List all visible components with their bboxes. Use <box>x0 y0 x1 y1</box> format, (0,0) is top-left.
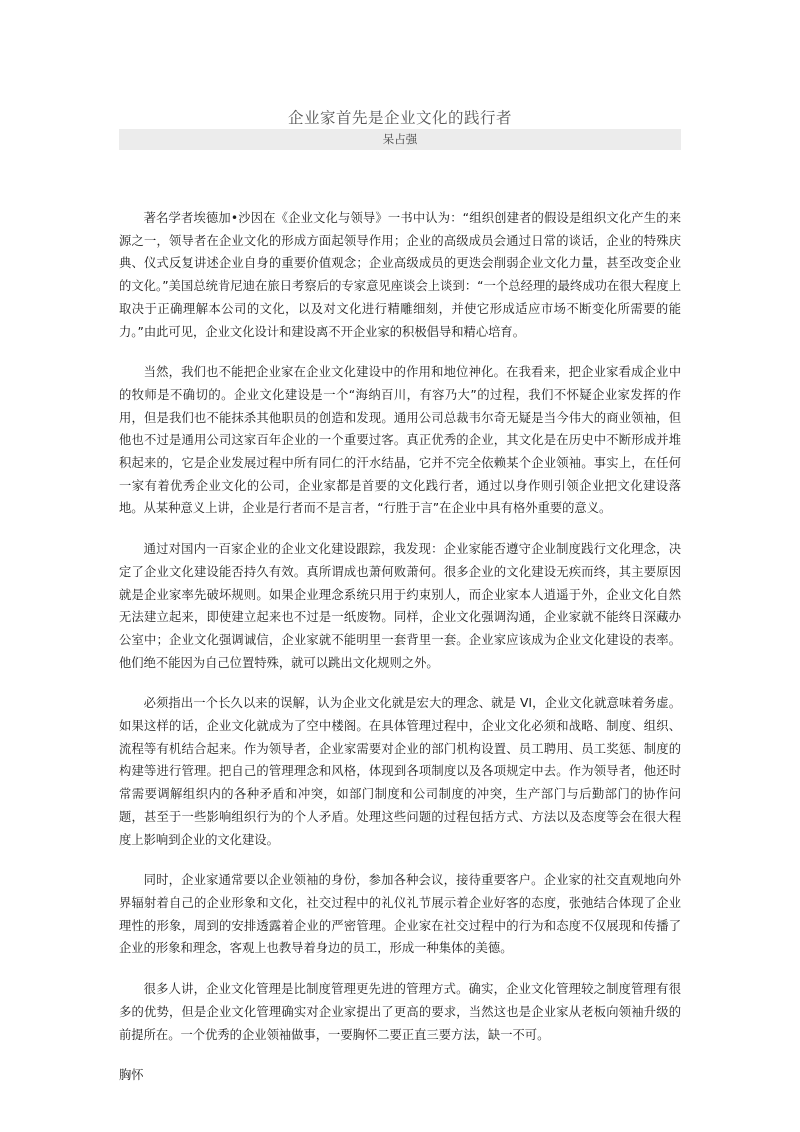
paragraph-2: 当然，我们也不能把企业家在企业文化建设中的作用和地位神化。在我看来，把企业家看成企业中的牧师是不确切的。企业文化建设是一个“海纳百川，有容乃大”的过程，我们不怀疑企业家发挥的作用，但是我们也不能抹杀其他职员的创造和发现。通用公司总裁韦尔奇无疑是当今伟大的商业领袖，但他也不过是通用公司这家百年企业的一个重要过客。真正优秀的企业，其文化是在历史中不断形成并堆积起来的，它是企业发展过程中所有同仁的汗水结晶，它并不完全依赖某个企业领袖。事实上，在任何一家有着优秀企业文化的公司，企业家都是首要的文化践行者，通过以身作则引领企业把文化建设落地。从某种意义上讲，企业是行者而不是言者，“行胜于言”在企业中具有格外重要的意义。 <box>119 365 681 516</box>
section-heading: 胸怀 <box>119 1068 144 1083</box>
paragraph-4: 必须指出一个长久以来的误解，认为企业文化就是宏大的理念、就是 VI，企业文化就意味着务虚。如果这样的话，企业文化就成为了空中楼阁。在具体管理过程中，企业文化必须和战略、制度、组织、流程等有机结合起来。作为领导者，企业家需要对企业的部门机构设置、员工聘用、员工奖惩、制度的构建等进行管理。把自己的管理理念和风格，体现到各项制度以及各项规定中去。作为领导者，他还时常需要调解组织内的各种矛盾和冲突，如部门制度和公司制度的冲突，生产部门与后勤部门的协作问题，甚至于一些影响组织行为的个人矛盾。处理这些问题的过程包括方式、方法以及态度等会在很大程度上影响到企业的文化建设。 <box>119 696 681 847</box>
paragraph-3: 通过对国内一百家企业的企业文化建设跟踪，我发现：企业家能否遵守企业制度践行文化理念，决定了企业文化建设能否持久有效。真所谓成也萧何败萧何。很多企业的文化建设无疾而终，其主要原因就是企业家率先破坏规则。如果企业理念系统只用于约束别人，而企业家本人逍遥于外，企业文化自然无法建立起来，即使建立起来也不过是一纸废物。同样，企业文化强调沟通，企业家就不能终日深藏办公室中；企业文化强调诚信，企业家就不能明里一套背里一套。企业家应该成为企业文化建设的表率。他们绝不能因为自己位置特殊，就可以跳出文化规则之外。 <box>119 542 681 670</box>
author-name: 呆占强 <box>382 132 418 146</box>
paragraph-6: 很多人讲，企业文化管理是比制度管理更先进的管理方式。确实，企业文化管理较之制度管理有很多的优势，但是企业文化管理确实对企业家提出了更高的要求，当然这也是企业家从老板向领袖升级的前提所在。一个优秀的企业领袖做事，一要胸怀二要正直三要方法，缺一不可。 <box>119 982 681 1042</box>
paragraph-5: 同时，企业家通常要以企业领袖的身份，参加各种会议，接待重要客户。企业家的社交直观地向外界辐射着自己的企业形象和文化，社交过程中的礼仪礼节展示着企业好客的态度，张弛结合体现了企业理性的形象，周到的安排透露着企业的严密管理。企业家在社交过程中的行为和态度不仅展现和传播了企业的形象和理念，客观上也教导着身边的员工，形成一种集体的美德。 <box>119 873 681 956</box>
document-body <box>119 207 681 1105</box>
document-title: 企业家首先是企业文化的践行者 <box>287 109 512 127</box>
paragraph-1: 著名学者埃德加•沙因在《企业文化与领导》一书中认为：“组织创建者的假设是组织文化产生的来源之一，领导者在企业文化的形成方面起领导作用；企业的高级成员会通过日常的谈话，企业的特殊庆典、仪式反复讲述企业自身的重要价值观念；企业高级成员的更迭会削弱企业文化力量，甚至改变企业的文化。”美国总统肯尼迪在旅日考察后的专家意见座谈会上谈到：“一个总经理的最终成功在很大程度上取决于正确理解本公司的文化，以及对文化进行精雕细刻，并使它形成适应市场不断变化所需要的能力。”由此可见，企业文化设计和建设离不开企业家的积极倡导和精心培育。 <box>119 211 681 339</box>
author-bar <box>119 129 681 150</box>
